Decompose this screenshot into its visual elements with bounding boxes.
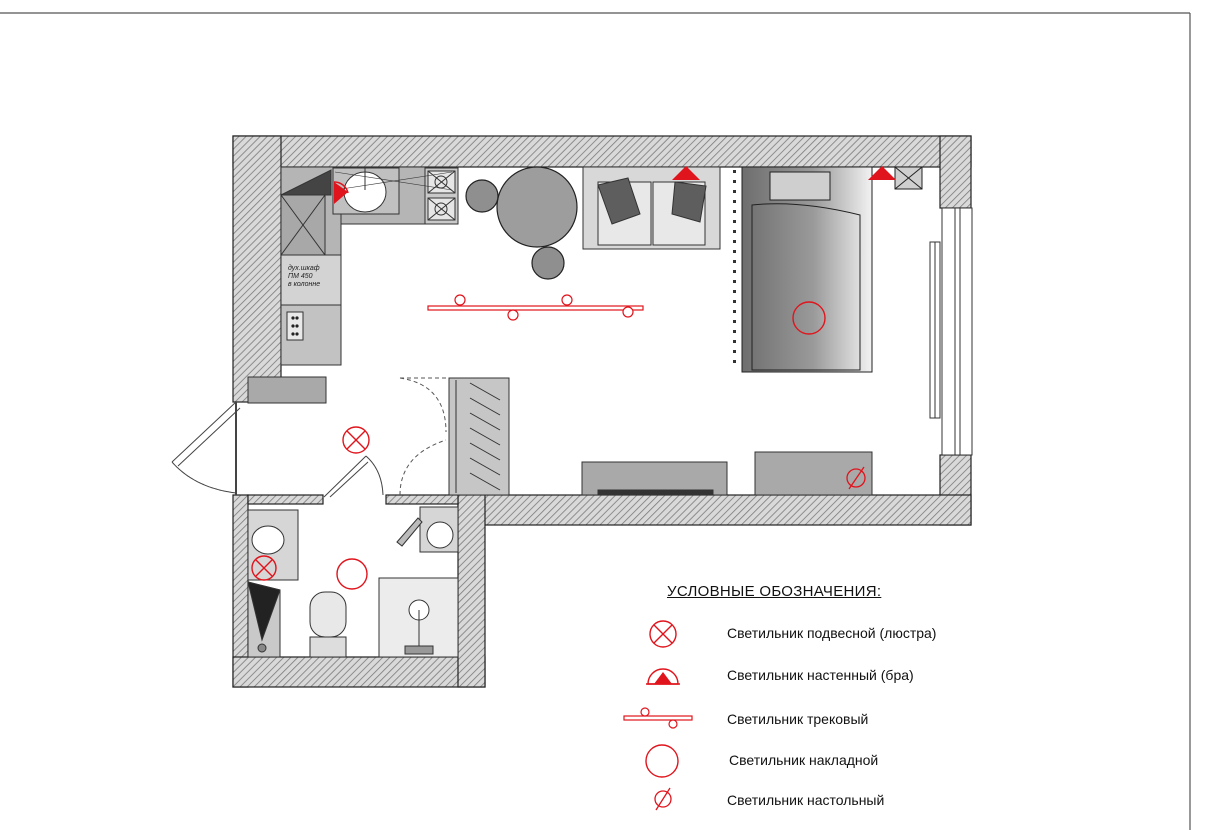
kitchen-note-line2: ПМ 450 (288, 273, 313, 280)
kitchen-note-line3: в колонне (288, 281, 321, 288)
legend-title: УСЛОВНЫЕ ОБОЗНАЧЕНИЯ: (667, 583, 882, 600)
legend-wall-sconce-icon (646, 669, 680, 684)
plan-surface-lamp-bath (337, 559, 367, 589)
legend-table-lamp-icon (655, 788, 671, 810)
legend-track-light-icon (624, 708, 692, 728)
kitchen-note (288, 265, 320, 289)
legend-label-sconce: Светильник настенный (бра) (727, 667, 914, 683)
wardrobe (449, 378, 509, 495)
vent-box (895, 167, 922, 189)
bathroom-fixtures (248, 507, 458, 657)
plan-track-light (428, 295, 643, 320)
dining-set (466, 167, 577, 279)
legend-label-table: Светильник настольный (727, 792, 885, 808)
bed-divider-dots (733, 170, 736, 363)
legend-label-track: Светильник трековый (727, 711, 869, 727)
legend-pendant-lamp-icon (650, 621, 676, 647)
legend-label-pendant: Светильник подвесной (люстра) (727, 625, 937, 641)
plan-pendant-hall (343, 427, 369, 453)
tv-console (582, 452, 872, 495)
legend-label-surface: Светильник накладной (729, 752, 879, 768)
hall-doors (400, 378, 446, 495)
legend-surface-lamp-icon (646, 745, 678, 777)
entrance-door (172, 402, 240, 495)
kitchen-note-line1: дух.шкаф (288, 265, 320, 272)
bathroom-door (324, 456, 383, 497)
bed (742, 167, 872, 372)
sofa (583, 167, 720, 249)
window (930, 208, 972, 455)
